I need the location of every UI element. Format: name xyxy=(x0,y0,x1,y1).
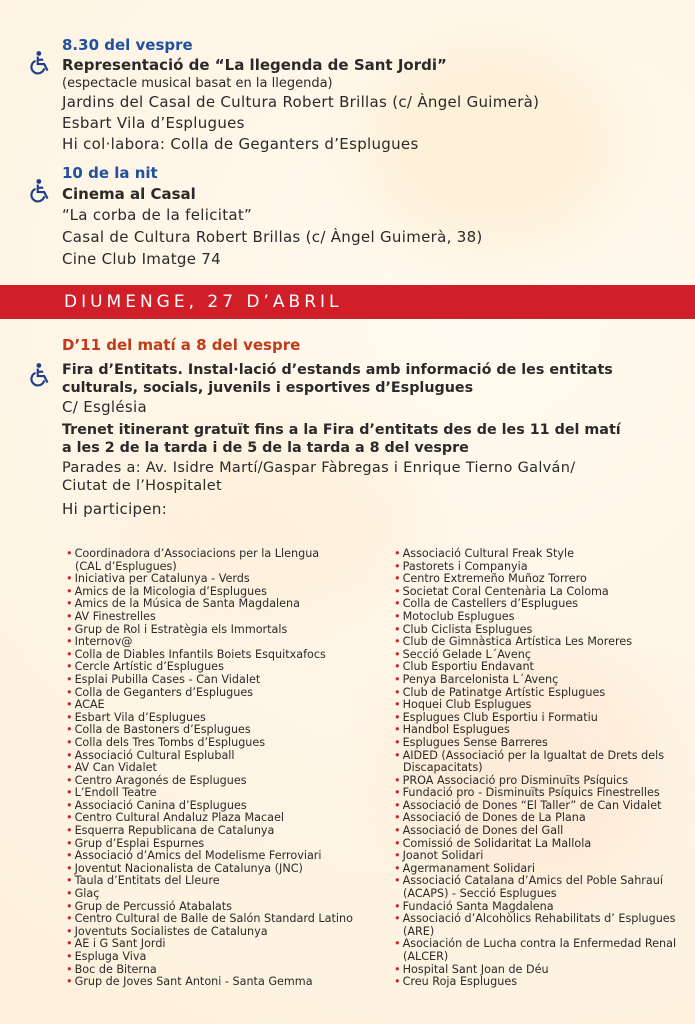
event-fair xyxy=(62,336,695,518)
participant-item xyxy=(66,913,353,926)
participants-list-left xyxy=(66,548,353,989)
participant-name: • Boc de Biterna xyxy=(66,964,353,977)
participant-name: • Club de Gimnàstica Artística Les Moreres xyxy=(394,636,676,649)
event-title-line: Fira d’Entitats. Instal·lació d’estands amb informació de les entitats xyxy=(62,362,613,378)
participant-item xyxy=(394,699,676,712)
participant-item xyxy=(394,611,676,624)
participant-name-continued: (ARE) xyxy=(403,924,435,938)
participant-item xyxy=(66,674,353,687)
participant-name: • Club Esportiu Endavant xyxy=(394,661,676,674)
participant-item xyxy=(66,787,353,800)
train-info-line: a les 2 de la tarda i de 5 de la tarda a 8 del vespre xyxy=(62,440,469,456)
event-time: 10 de la nit xyxy=(62,164,158,182)
day-banner-label: DIUMENGE, 27 D’ABRIL xyxy=(64,292,343,312)
participant-name-continued: (ACAPS) - Secció Esplugues xyxy=(403,887,557,901)
participant-name: • Grup de Percussió Atabalats xyxy=(66,901,353,914)
participant-name: • Associació de Dones de La Plana xyxy=(394,812,676,825)
participant-name: • Taula d’Entitats del Lleure xyxy=(66,875,353,888)
participant-name: • AV Finestrelles xyxy=(66,611,353,624)
participant-name: • Grup de Joves Sant Antoni - Santa Gemma xyxy=(66,976,353,989)
participant-item xyxy=(66,850,353,863)
participant-name: • Secció Gelade L´Avenç xyxy=(394,649,676,662)
participant-name: • Associació de Dones “El Taller” de Can Vidalet xyxy=(394,800,676,813)
participant-item xyxy=(66,976,353,989)
participant-name: • Joanot Solidari xyxy=(394,850,676,863)
participant-name: • AE i G Sant Jordi xyxy=(66,938,353,951)
wheelchair-icon xyxy=(28,362,54,388)
participant-name: • Associació Canina d’Esplugues xyxy=(66,800,353,813)
wheelchair-icon xyxy=(28,50,54,76)
participant-item xyxy=(394,850,676,863)
participant-name: • Club de Patinatge Artístic Esplugues xyxy=(394,687,676,700)
event-venue: Jardins del Casal de Cultura Robert Brillas (c/ Àngel Guimerà) xyxy=(62,93,540,111)
participant-name: • Cercle Artístic d’Esplugues xyxy=(66,661,353,674)
participant-name: • Centro Cultural Andaluz Plaza Macael xyxy=(66,812,353,825)
participant-item xyxy=(394,548,676,561)
participant-name: • Esplugues Sense Barreres xyxy=(394,737,676,750)
participant-name: • Esplugues Club Esportiu i Formatiu xyxy=(394,712,676,725)
participant-name: • ACAE xyxy=(66,699,353,712)
participant-item xyxy=(394,636,676,649)
participant-name: • Pastorets i Companyia xyxy=(394,561,676,574)
participant-item xyxy=(66,762,353,775)
participant-name: • Hoquei Club Esplugues xyxy=(394,699,676,712)
participant-name: • Coordinadora d’Associacions per la Llengua xyxy=(66,548,353,561)
participant-name: • Centro Aragonés de Esplugues xyxy=(66,775,353,788)
participant-name: • Club Ciclista Esplugues xyxy=(394,624,676,637)
participant-name: • Colla de Diables Infantils Boiets Esquitxafocs xyxy=(66,649,353,662)
participant-name-continued: (ALCER) xyxy=(403,950,449,963)
participant-name: • AV Can Vidalet xyxy=(66,762,353,775)
participant-name: • Colla de Geganters d’Esplugues xyxy=(66,687,353,700)
participant-item xyxy=(394,750,676,775)
participant-name: • Penya Barcelonista L´Avenç xyxy=(394,674,676,687)
event-time: 8.30 del vespre xyxy=(62,36,193,54)
participant-name: • Internov@ xyxy=(66,636,353,649)
participant-name: • Fundació pro - Disminuïts Psíquics Finestrelles xyxy=(394,787,676,800)
participants-list-right xyxy=(394,548,676,989)
event-film: “La corba de la felicitat” xyxy=(62,206,253,224)
participant-name: • Associació de Dones del Gall xyxy=(394,825,676,838)
participant-name-continued: Discapacitats) xyxy=(403,761,483,775)
event-title: Cinema al Casal xyxy=(62,185,196,203)
event-subtitle: (espectacle musical basat en la llegenda) xyxy=(62,76,333,91)
participant-name: • Iniciativa per Catalunya - Verds xyxy=(66,573,353,586)
event-street: C/ Església xyxy=(62,398,147,416)
participant-name: • Espluga Viva xyxy=(66,951,353,964)
participant-name: • Asociación de Lucha contra la Enfermedad Renal xyxy=(394,938,676,951)
participant-name: • Hospital Sant Joan de Déu xyxy=(394,964,676,977)
participant-name: • Associació Cultural Espluball xyxy=(66,750,353,763)
participant-item xyxy=(66,699,353,712)
participant-name: • Associació Catalana d’Amics del Poble Sahrauí xyxy=(394,875,676,888)
participant-name: • Centro Extremeño Muñoz Torrero xyxy=(394,573,676,586)
participant-name: • Centro Cultural de Balle de Salón Standard Latino xyxy=(66,913,353,926)
wheelchair-icon xyxy=(28,178,54,204)
participant-item xyxy=(394,787,676,800)
participant-name: • Colla de Castellers d’Esplugues xyxy=(394,598,676,611)
participant-name: • Agermanament Solidari xyxy=(394,863,676,876)
participant-name: • Colla de Bastoners d’Esplugues xyxy=(66,724,353,737)
participant-item xyxy=(394,573,676,586)
train-info-line: Trenet itinerant gratuït fins a la Fira d’entitats des de les 11 del matí xyxy=(62,422,621,438)
participant-name: • Joventuts Socialistes de Catalunya xyxy=(66,926,353,939)
participant-name: • Colla dels Tres Tombs d’Esplugues xyxy=(66,737,353,750)
participant-item xyxy=(66,548,353,573)
participant-name: • Associació Cultural Freak Style xyxy=(394,548,676,561)
participant-item xyxy=(66,573,353,586)
participant-item xyxy=(394,976,676,989)
participant-item xyxy=(394,913,676,938)
participant-item xyxy=(394,938,676,963)
participant-name: • Esbart Vila d’Esplugues xyxy=(66,712,353,725)
event-title-line: culturals, socials, juvenils i esportives d’Esplugues xyxy=(62,380,474,396)
participant-name: • L’Endoll Teatre xyxy=(66,787,353,800)
participant-item xyxy=(66,687,353,700)
participant-item xyxy=(394,674,676,687)
participant-name: • Amics de la Micologia d’Esplugues xyxy=(66,586,353,599)
participant-name: • Associació d’Alcohòlics Rehabilitats d’ Esplugues xyxy=(394,913,676,926)
event-evening-performance xyxy=(62,36,695,153)
participant-name: • Societat Coral Centenària La Coloma xyxy=(394,586,676,599)
participant-name: • Grup d’Esplai Espurnes xyxy=(66,838,353,851)
participant-item xyxy=(66,825,353,838)
participant-name: • Creu Roja Esplugues xyxy=(394,976,676,989)
participant-name: • Esquerra Republicana de Catalunya xyxy=(66,825,353,838)
participant-name: • Motoclub Esplugues xyxy=(394,611,676,624)
participant-name: • PROA Associació pro Disminuïts Psíquics xyxy=(394,775,676,788)
participant-item xyxy=(66,636,353,649)
participant-name: • Amics de la Música de Santa Magdalena xyxy=(66,598,353,611)
participant-name: • Fundació Santa Magdalena xyxy=(394,901,676,914)
train-stops-line: Ciutat de l’Hospitalet xyxy=(62,478,222,494)
participant-name: • Esplai Pubilla Cases - Can Vidalet xyxy=(66,674,353,687)
participants-heading: Hi participen: xyxy=(62,500,168,518)
participant-item xyxy=(394,875,676,900)
train-stops-line: Parades a: Av. Isidre Martí/Gaspar Fàbregas i Enrique Tierno Galván/ xyxy=(62,460,576,476)
event-time: D’11 del matí a 8 del vespre xyxy=(62,336,301,354)
event-cinema xyxy=(62,164,695,268)
participant-item xyxy=(66,611,353,624)
participant-item xyxy=(66,875,353,888)
participant-name: • Handbol Esplugues xyxy=(394,724,676,737)
participant-item xyxy=(66,888,353,901)
participant-name: • Comissió de Solidaritat La Mallola xyxy=(394,838,676,851)
event-collaborator: Hi col·labora: Colla de Geganters d’Esplugues xyxy=(62,135,419,153)
event-performer: Esbart Vila d’Esplugues xyxy=(62,114,245,132)
event-title: Representació de “La llegenda de Sant Jordi” xyxy=(62,56,447,74)
event-organizer: Cine Club Imatge 74 xyxy=(62,250,221,268)
participant-name: • Associació d’Amics del Modelisme Ferroviari xyxy=(66,850,353,863)
participant-name: • Glaç xyxy=(66,888,353,901)
day-banner xyxy=(0,285,695,319)
participant-item xyxy=(394,825,676,838)
participant-name: • Grup de Rol i Estratègia els Immortals xyxy=(66,624,353,637)
participant-name-continued: (CAL d’Esplugues) xyxy=(75,559,177,573)
participant-item xyxy=(66,951,353,964)
participant-item xyxy=(394,737,676,750)
participant-name: • AIDED (Associació per la Igualtat de Drets dels xyxy=(394,750,676,763)
event-venue: Casal de Cultura Robert Brillas (c/ Àngel Guimerà, 38) xyxy=(62,228,483,246)
participant-name: • Joventut Nacionalista de Catalunya (JNC) xyxy=(66,863,353,876)
participant-item xyxy=(66,737,353,750)
